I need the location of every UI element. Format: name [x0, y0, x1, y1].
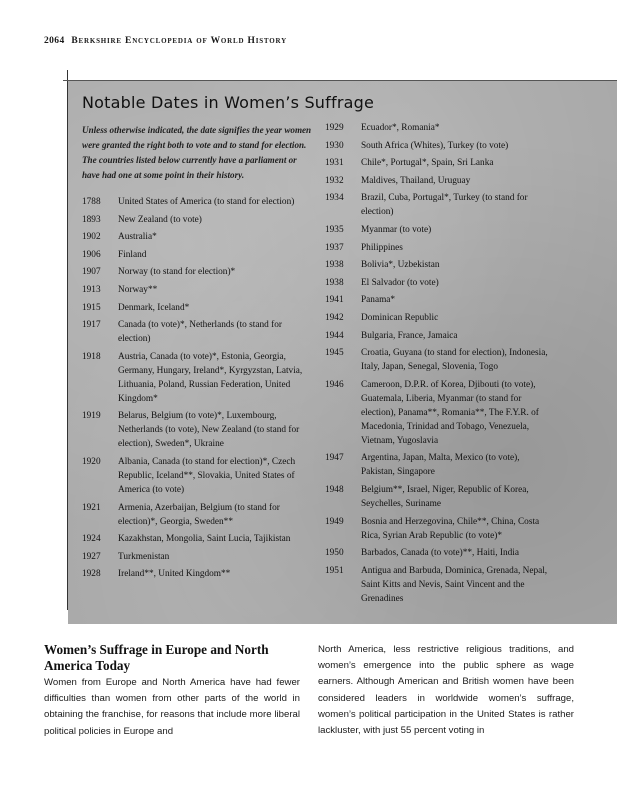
entry-countries: Australia*: [118, 232, 157, 243]
date-entry: [325, 276, 553, 290]
entry-countries: Austria, Canada (to vote)*, Estonia, Georgia, Germany, Hungary, Ireland*, Kyrgyzstan, Latvia, Lithuania, Poland, Russian Federation, United Kingdom*: [118, 351, 303, 404]
entry-year: 1915: [82, 302, 101, 313]
date-entry: [82, 230, 310, 244]
entry-year: 1949: [325, 516, 344, 527]
date-entry: [325, 346, 553, 374]
entry-countries: Ireland**, United Kingdom**: [118, 569, 231, 580]
date-entry: [325, 191, 553, 219]
entry-year: 1906: [82, 249, 101, 260]
sidebar-title: Notable Dates in Women’s Suffrage: [82, 93, 374, 112]
date-entry: [82, 409, 310, 451]
entry-year: 1919: [82, 411, 101, 422]
entry-year: 1913: [82, 284, 101, 295]
date-entry: [82, 350, 310, 406]
entry-countries: New Zealand (to vote): [118, 214, 202, 225]
entry-year: 1948: [325, 484, 344, 495]
entry-countries: Myanmar (to vote): [361, 224, 432, 235]
entry-year: 1918: [82, 351, 101, 362]
entry-year: 1920: [82, 456, 101, 467]
date-entry: [82, 550, 310, 564]
date-entry: [325, 564, 553, 606]
entry-countries: Croatia, Guyana (to stand for election), Indonesia, Italy, Japan, Senegal, Slovenia, Togo: [361, 348, 548, 373]
dates-left-column: [82, 195, 310, 581]
entry-countries: Chile*, Portugal*, Spain, Sri Lanka: [361, 158, 494, 169]
entry-countries: Cameroon, D.P.R. of Korea, Djibouti (to vote), Guatemala, Liberia, Myanmar (to stand for election), Panama**, Romania**, The F.Y.R. of Macedonia, Trinidad and Tobago, Venezuela, Vietnam, Yugoslavia: [361, 379, 539, 446]
entry-year: 1902: [82, 232, 101, 243]
date-entry: [82, 532, 310, 546]
date-entry: [82, 213, 310, 227]
entry-year: 1930: [325, 140, 344, 151]
entry-countries: Dominican Republic: [361, 312, 439, 323]
entry-countries: United States of America (to stand for election): [118, 197, 295, 207]
date-entry: [325, 156, 553, 170]
entry-year: 1945: [325, 348, 344, 359]
entry-year: 1893: [82, 214, 101, 225]
entry-year: 1927: [82, 551, 101, 562]
date-entry: [82, 567, 310, 581]
entry-countries: Brazil, Cuba, Portugal*, Turkey (to stand for election): [361, 193, 528, 218]
entry-year: 1938: [325, 277, 344, 288]
article-body-right: North America, less restrictive religious traditions, and women’s emergence into the public sphere as wage earners. Although American and British women have been considered leaders in worldwide women’s suffrage, women’s political participation in the United States is rather lackluster, with just 55 percent voting in: [318, 644, 574, 737]
page-number: 2064: [44, 36, 65, 46]
running-header: [44, 36, 287, 46]
entry-year: 1950: [325, 548, 344, 559]
entry-countries: Turkmenistan: [118, 551, 170, 562]
entry-countries: Philippines: [361, 242, 403, 253]
entry-countries: Argentina, Japan, Malta, Mexico (to vote), Pakistan, Singapore: [361, 453, 520, 478]
entry-countries: Belarus, Belgium (to vote)*, Luxembourg, Netherlands (to vote), New Zealand (to stand for election), Sweden*, Ukraine: [118, 411, 300, 450]
article-body-left: Women from Europe and North America have had fewer difficulties than women from other parts of the world in obtaining the franchise, for reasons that include more liberal political policies in Europe and: [44, 677, 300, 737]
entry-countries: Antigua and Barbuda, Dominica, Grenada, Nepal, Saint Kitts and Nevis, Saint Vincent and the Grenadines: [361, 565, 548, 604]
sidebar-intro: Unless otherwise indicated, the date signifies the year women were granted the right both to vote and to stand for election. The countries listed below currently have a parliament or have had one at some point in their history.: [82, 125, 312, 181]
entry-countries: Finland: [118, 249, 147, 260]
entry-year: 1929: [325, 123, 344, 133]
entry-year: 1917: [82, 320, 101, 331]
entry-countries: Denmark, Iceland*: [118, 302, 190, 313]
date-entry: [325, 258, 553, 272]
entry-year: 1941: [325, 295, 344, 306]
entry-countries: Maldives, Thailand, Uruguay: [361, 175, 471, 186]
entry-countries: Norway (to stand for election)*: [118, 267, 236, 278]
date-entry: [325, 483, 553, 511]
entry-countries: South Africa (Whites), Turkey (to vote): [361, 140, 509, 151]
entry-year: 1947: [325, 453, 344, 464]
date-entry: [325, 311, 553, 325]
entry-year: 1937: [325, 242, 344, 253]
entry-countries: El Salvador (to vote): [361, 277, 439, 288]
entry-countries: Norway**: [118, 284, 158, 295]
date-entry: [325, 451, 553, 479]
entry-year: 1942: [325, 312, 344, 323]
dates-right-column: [325, 121, 553, 606]
entry-year: 1928: [82, 569, 101, 580]
date-entry: [325, 329, 553, 343]
entry-countries: Bolivia*, Uzbekistan: [361, 260, 440, 271]
entry-year: 1907: [82, 267, 101, 278]
entry-year: 1932: [325, 175, 344, 186]
entry-countries: Albania, Canada (to stand for election)*, Czech Republic, Iceland**, Slovakia, United States of America (to vote): [118, 456, 296, 495]
date-entry: [325, 121, 553, 135]
entry-countries: Barbados, Canada (to vote)**, Haiti, India: [361, 548, 520, 559]
running-title: Berkshire Encyclopedia of World History: [71, 36, 287, 46]
entry-countries: Ecuador*, Romania*: [361, 123, 440, 133]
section-title: Women’s Suffrage in Europe and North America Today: [44, 642, 269, 673]
date-entry: [82, 283, 310, 297]
date-entry: [325, 241, 553, 255]
date-entry: [82, 318, 310, 346]
date-entry: [325, 546, 553, 560]
entry-year: 1921: [82, 502, 101, 513]
date-entry: [82, 248, 310, 262]
entry-countries: Bosnia and Herzegovina, Chile**, China, Costa Rica, Syrian Arab Republic (to vote)*: [361, 516, 540, 541]
date-entry: [325, 223, 553, 237]
entry-year: 1938: [325, 260, 344, 271]
entry-year: 1934: [325, 193, 344, 204]
entry-year: 1944: [325, 330, 344, 341]
date-entry: [325, 174, 553, 188]
entry-countries: Panama*: [361, 295, 396, 306]
entry-countries: Armenia, Azerbaijan, Belgium (to stand for election)*, Georgia, Sweden**: [118, 502, 280, 527]
entry-year: 1935: [325, 224, 344, 235]
entry-year: 1951: [325, 565, 344, 576]
entry-countries: Kazakhstan, Mongolia, Saint Lucia, Tajikistan: [118, 534, 291, 545]
date-entry: [82, 455, 310, 497]
date-entry: [325, 293, 553, 307]
entry-countries: Canada (to vote)*, Netherlands (to stand for election): [118, 320, 282, 345]
entry-countries: Belgium**, Israel, Niger, Republic of Korea, Seychelles, Suriname: [361, 484, 529, 509]
date-entry: [82, 195, 310, 209]
date-entry: [82, 265, 310, 279]
entry-year: 1924: [82, 534, 101, 545]
date-entry: [325, 515, 553, 543]
entry-countries: Bulgaria, France, Jamaica: [361, 330, 458, 341]
entry-year: 1931: [325, 158, 344, 169]
date-entry: [82, 301, 310, 315]
date-entry: [82, 501, 310, 529]
entry-year: 1788: [82, 197, 101, 207]
entry-year: 1946: [325, 379, 344, 390]
date-entry: [325, 378, 553, 448]
date-entry: [325, 139, 553, 153]
